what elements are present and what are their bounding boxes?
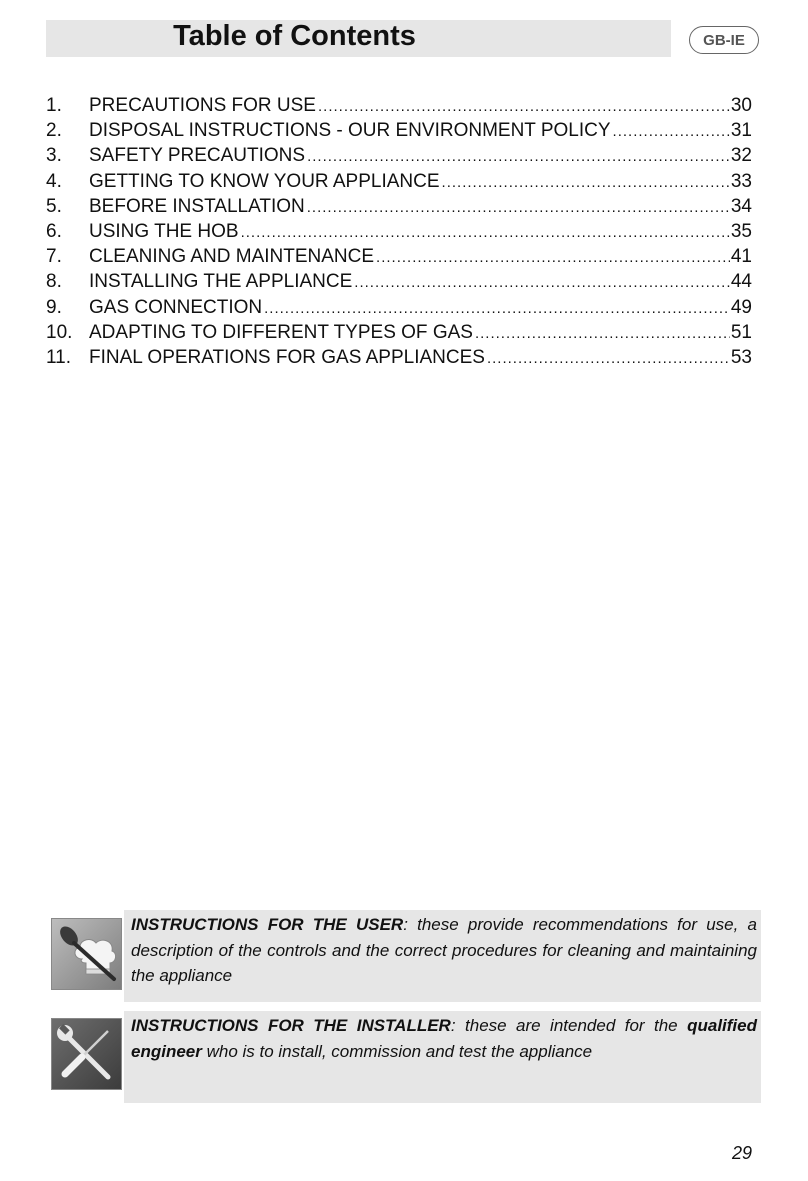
toc-page-number: 51 (730, 321, 752, 343)
toc-entry[interactable] (46, 143, 752, 168)
toc-title: GETTING TO KNOW YOUR APPLIANCE (89, 170, 440, 192)
toc-number: 6. (46, 220, 62, 242)
toc-leader-dots (442, 170, 730, 195)
toc-title: PRECAUTIONS FOR USE (89, 95, 316, 116)
toc-page-number: 30 (730, 95, 752, 116)
user-instructions-note (124, 910, 761, 1002)
toc-leader-dots (376, 245, 730, 270)
toc-page-number: 35 (730, 220, 752, 242)
installer-instructions-body-end: who is to install, commission and test the appliance (201, 1041, 593, 1061)
toc-entry[interactable] (46, 118, 752, 143)
toc-page-number: 44 (730, 271, 752, 293)
user-instructions-heading: INSTRUCTIONS FOR THE USER (131, 915, 404, 934)
toc-leader-dots (241, 220, 730, 245)
qualified-engineer-emphasis: qualified engineer (131, 1016, 757, 1061)
toc-entry[interactable] (46, 244, 752, 269)
page-number: 29 (731, 1143, 752, 1163)
toc-entry[interactable] (46, 295, 752, 320)
title-bar (46, 20, 671, 57)
toc-leader-dots (613, 119, 730, 144)
toc-number: 2. (46, 120, 62, 142)
page-title: Table of Contents (173, 20, 416, 52)
toc-title: SAFETY PRECAUTIONS (89, 145, 306, 167)
installer-instructions-note (124, 1011, 761, 1103)
toc-title: GAS CONNECTION (89, 296, 263, 318)
toc-entry[interactable] (46, 169, 752, 194)
toc-title: INSTALLING THE APPLIANCE (89, 271, 353, 293)
toc-number: 7. (46, 246, 62, 268)
toc-leader-dots (354, 270, 730, 295)
toc-page-number: 31 (730, 120, 752, 142)
toc-title: USING THE HOB (89, 220, 239, 242)
spoon-chef-hat-icon (51, 918, 122, 990)
installer-instructions-body: : these are intended for the (450, 1016, 688, 1035)
toc-title: BEFORE INSTALLATION (89, 195, 305, 217)
toc-page-number: 32 (730, 145, 752, 167)
toc-number: 9. (46, 296, 62, 318)
toc-leader-dots (487, 346, 730, 371)
installer-instructions-heading: INSTRUCTIONS FOR THE INSTALLER (131, 1016, 451, 1035)
language-badge: GB-IE (689, 26, 759, 54)
toc-leader-dots (307, 195, 730, 220)
user-instructions-body: : these provide recommendations for use, a description of the controls and the correct procedures for cleaning and maintaining the appliance (131, 915, 757, 985)
toc-leader-dots (264, 296, 730, 321)
toc-page-number: 41 (730, 246, 752, 268)
toc-number: 3. (46, 145, 62, 167)
toc-number: 5. (46, 195, 62, 217)
toc-number: 10. (46, 321, 73, 343)
toc-page-number: 34 (730, 195, 752, 217)
toc-leader-dots (318, 94, 730, 119)
toc-title: FINAL OPERATIONS FOR GAS APPLIANCES (89, 346, 485, 368)
toc-title: CLEANING AND MAINTENANCE (89, 246, 375, 268)
table-of-contents (46, 93, 752, 370)
toc-number: 8. (46, 271, 62, 293)
wrench-screwdriver-icon (51, 1018, 122, 1090)
toc-entry[interactable] (46, 320, 752, 345)
toc-entry[interactable] (46, 269, 752, 294)
toc-number: 4. (46, 170, 62, 192)
toc-entry[interactable] (46, 194, 752, 219)
toc-title: ADAPTING TO DIFFERENT TYPES OF GAS (89, 321, 473, 343)
toc-entry[interactable] (46, 93, 752, 118)
toc-entry[interactable] (46, 219, 752, 244)
toc-entry[interactable] (46, 345, 752, 370)
toc-title: DISPOSAL INSTRUCTIONS - OUR ENVIRONMENT POLICY (89, 120, 611, 142)
toc-leader-dots (475, 321, 730, 346)
toc-number: 11. (46, 346, 72, 368)
toc-page-number: 33 (730, 170, 752, 192)
toc-page-number: 53 (730, 346, 752, 368)
toc-page-number: 49 (730, 296, 752, 318)
toc-leader-dots (307, 144, 730, 169)
toc-number: 1. (46, 95, 62, 116)
